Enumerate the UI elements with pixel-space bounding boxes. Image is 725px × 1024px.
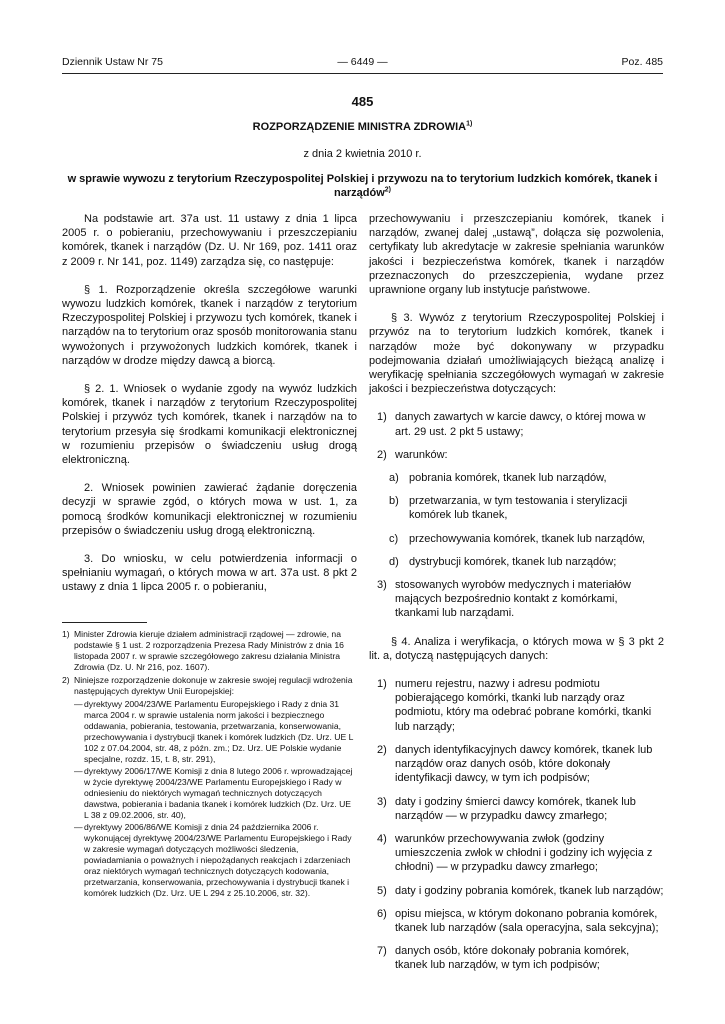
- list-item: [369, 884, 664, 898]
- sub-mark: a): [389, 472, 399, 485]
- footnote-text: Minister Zdrowia kieruje działem administracji rządowej — zdrowie, na podstawie § 1 ust. 2 rozporządzenia Prezesa Rady Ministrów z dnia 16 listopada 2007 r. w sprawie szczegółowego zakresu działania Ministra Zdrowia (Dz. U. Nr 216, poz. 1607).: [74, 629, 344, 672]
- sub-item: [369, 555, 664, 569]
- item-text: daty i godziny pobrania komórek, tkanek lub narządów;: [395, 884, 664, 897]
- act-date: z dnia 2 kwietnia 2010 r.: [303, 148, 422, 160]
- section-3: § 3. Wywóz z terytorium Rzeczypospolitej Polskiej i przywóz na to terytorium ludzkich komórek, tkanek i narządów może być dokonywany w przypadku podejmowania działań umożliwiających bieżącą analizę i weryfikację spełniania szczegółowych wymagań w zakresie jakości i bezpieczeństwa dotyczących:: [369, 312, 664, 396]
- item-mark: 3): [377, 579, 387, 592]
- footnote-ref-1: 1): [466, 120, 473, 128]
- page-number: — 6449 —: [337, 56, 388, 68]
- item-text: numeru rejestru, nazwy i adresu podmiotu pobierającego komórki, tkanki lub narządy oraz podmiotu, który ma odebrać pobrane komórki, tkanki lub narządy;: [395, 678, 652, 733]
- footnote-1: [62, 629, 357, 673]
- item-mark: 5): [377, 884, 387, 897]
- footnote-2: [62, 675, 357, 697]
- dash-mark: —: [74, 822, 83, 832]
- section-2-3: 3. Do wniosku, w celu potwierdzenia informacji o spełnianiu wymagań, o których mowa w art. 37a ust. 8 pkt 2 ustawy z dnia 1 lipca 2005 r. o pobieraniu,: [62, 553, 357, 594]
- item-text: warunków przechowywania zwłok (godziny umieszczenia zwłok w chłodni i godziny ich wyjęcia z chłodni) — w przypadku dawcy zmarłego;: [395, 832, 653, 874]
- sub-item: [369, 471, 664, 485]
- section-2-1: § 2. 1. Wniosek o wydanie zgody na wywóz ludzkich komórek, tkanek i narządów z terytorium Rzeczypospolitej Polskiej i przywóz tych komórek, tkanek i narządów na to terytorium przesyła się środkami komunikacji elektronicznej w rozumieniu przepisów o świadczeniu usług drogą elektroniczną.: [62, 383, 357, 467]
- header-rule: [62, 73, 663, 74]
- item-text: danych osób, które dokonały pobrania komórek, tkanek lub narządów, w tym ich podpisów;: [395, 945, 630, 972]
- dash-mark: —: [74, 699, 83, 709]
- item-mark: 2): [377, 743, 387, 756]
- item-mark: 7): [377, 945, 387, 958]
- sub-item: [369, 494, 664, 522]
- sub-text: dystrybucji komórek, tkanek lub narządów;: [409, 555, 617, 568]
- act-subject: [62, 172, 663, 200]
- directive-text: dyrektywy 2006/17/WE Komisji z dnia 8 lutego 2006 r. wprowadzającej w życie dyrektywę 2004/23/WE Parlamentu Europejskiego i Rady w odniesieniu do niektórych wymagań technicznych dotyczących dawstwa, pobierania i badania tkanek i komórek ludzkich (Dz. Urz. UE L 38 z 09.02.2006, str. 40),: [84, 766, 353, 820]
- list-item: [369, 832, 664, 875]
- footnote-mark: 1): [62, 629, 70, 639]
- directive-text: dyrektywy 2006/86/WE Komisji z dnia 24 października 2006 r. wykonującej dyrektywę 2004/23/WE Parlamentu Europejskiego i Rady w zakresie wymagań dotyczących możliwości śledzenia, powiadamiania o poważnych i niepożądanych reakcjach i zdarzeniach oraz niektórych wymagań technicznych dotyczących kodowania, przetwarzania, konserwowania, przechowywania i dystrybucji tkanek i komórek ludzkich (Dz. Urz. UE L 294 z 25.10.2006, str. 32).: [84, 822, 352, 898]
- item-text: danych identyfikacyjnych dawcy komórek, tkanek lub narządów oraz danych osób, które dokonały identyfikacji dawcy, w tym ich podpisów;: [395, 743, 653, 785]
- dash-mark: —: [74, 766, 83, 776]
- preamble: Na podstawie art. 37a ust. 11 ustawy z dnia 1 lipca 2005 r. o pobieraniu, przechowywaniu i przeszczepianiu komórek, tkanek i narządów (Dz. U. Nr 169, poz. 1411 oraz z 2009 r. Nr 141, poz. 1149) zarządza się, co następuje:: [62, 213, 357, 268]
- footnote-directive: [62, 699, 357, 765]
- sub-mark: d): [389, 555, 399, 568]
- act-title: [62, 121, 663, 133]
- section-1: § 1. Rozporządzenie określa szczegółowe warunki wywozu ludzkich komórek, tkanek i narządów z terytorium Rzeczypospolitej Polskiej i przywozu tych komórek, tkanek i narządów na to terytorium oraz sposób monitorowania stanu wywożonych i przywożonych ludzkich komórek, tkanek i narządów w drodze między dawcą a biorcą.: [62, 283, 357, 367]
- item-text: warunków:: [395, 448, 448, 461]
- sub-item: [369, 532, 664, 546]
- list-item: [369, 907, 664, 935]
- list-item: [369, 448, 664, 462]
- list-item: [369, 795, 664, 823]
- act-subject-text: w sprawie wywozu z terytorium Rzeczypospolitej Polskiej i przywozu na to terytorium ludzkich komórek, tkanek i narządów: [67, 173, 658, 199]
- item-mark: 6): [377, 907, 387, 920]
- item-mark: 1): [377, 678, 387, 691]
- footnote-directive: [62, 822, 357, 899]
- item-text: danych zawartych w karcie dawcy, o której mowa w art. 29 ust. 2 pkt 5 ustawy;: [395, 411, 646, 438]
- item-mark: 1): [377, 411, 387, 424]
- left-column: [62, 212, 357, 609]
- sub-text: przetwarzania, w tym testowania i sterylizacji komórek lub tkanek,: [409, 495, 628, 522]
- footnote-text: Niniejsze rozporządzenie dokonuje w zakresie swojej regulacji wdrożenia następujących dyrektyw Unii Europejskiej:: [74, 675, 353, 696]
- footnote-directive: [62, 766, 357, 821]
- position-number: Poz. 485: [621, 56, 663, 68]
- list-item: [369, 677, 664, 734]
- item-text: daty i godziny śmierci dawcy komórek, tkanek lub narządów — w przypadku dawcy zmarłego;: [395, 795, 636, 822]
- list-item: [369, 944, 664, 972]
- item-mark: 2): [377, 448, 387, 461]
- item-mark: 4): [377, 832, 387, 845]
- act-number: 485: [351, 94, 374, 109]
- list-item: [369, 743, 664, 786]
- directive-text: dyrektywy 2004/23/WE Parlamentu Europejskiego i Rady z dnia 31 marca 2004 r. w sprawie ustalenia norm jakości i bezpiecznego oddawania, pobierania, testowania, przetwarzania, konserwowania, przechowywania i dystrybucji tkanek i komórek ludzkich (Dz. Urz. UE L 102 z 07.04.2004, str. 48, z późn. zm.; Dz. Urz. UE Polskie wydanie specjalne, rozdz. 15, t. 8, str. 291),: [84, 699, 354, 764]
- sub-text: przechowywania komórek, tkanek lub narządów,: [409, 532, 646, 545]
- section-2-2: 2. Wniosek powinien zawierać żądanie doręczenia decyzji w sprawie zgód, o których mowa w ust. 1, za pomocą środków komunikacji elektronicznej w rozumieniu przepisów o świadczeniu usług drogą elektroniczną.: [62, 482, 357, 537]
- sub-mark: b): [389, 495, 399, 508]
- footnote-mark: 2): [62, 675, 70, 685]
- journal-name: Dziennik Ustaw Nr 75: [62, 56, 163, 68]
- footnote-rule: [62, 622, 147, 623]
- right-column: [369, 212, 664, 982]
- item-mark: 3): [377, 795, 387, 808]
- list-item: [369, 410, 664, 438]
- sub-mark: c): [389, 532, 399, 545]
- page-header: [62, 56, 663, 70]
- list-item: [369, 578, 664, 621]
- section-2-3-continued: przechowywaniu i przeszczepianiu komórek, tkanek i narządów, zwanej dalej „ustawą”, dołącza się pozwolenia, certyfikaty lub akredytacje w zakresie spełniania warunków jakości i bezpieczeństwa komórek, tkanek i narządów przeznaczonych do przeszczepienia, wydane przez uprawnione organy lub instytucje państwowe.: [369, 213, 664, 297]
- act-title-text: ROZPORZĄDZENIE MINISTRA ZDROWIA: [252, 121, 467, 133]
- item-text: stosowanych wyrobów medycznych i materiałów mających bezpośrednio kontakt z komórkami, tkankami lub narządami.: [395, 579, 631, 620]
- footnotes: [62, 629, 357, 900]
- sub-text: pobrania komórek, tkanek lub narządów,: [409, 472, 607, 485]
- footnote-ref-2: 2): [384, 186, 391, 194]
- section-4: § 4. Analiza i weryfikacja, o których mowa w § 3 pkt 2 lit. a, dotyczą następujących danych:: [369, 635, 664, 662]
- item-text: opisu miejsca, w którym dokonano pobrania komórek, tkanek lub narządów (sala operacyjna, sala sekcyjna);: [395, 907, 659, 934]
